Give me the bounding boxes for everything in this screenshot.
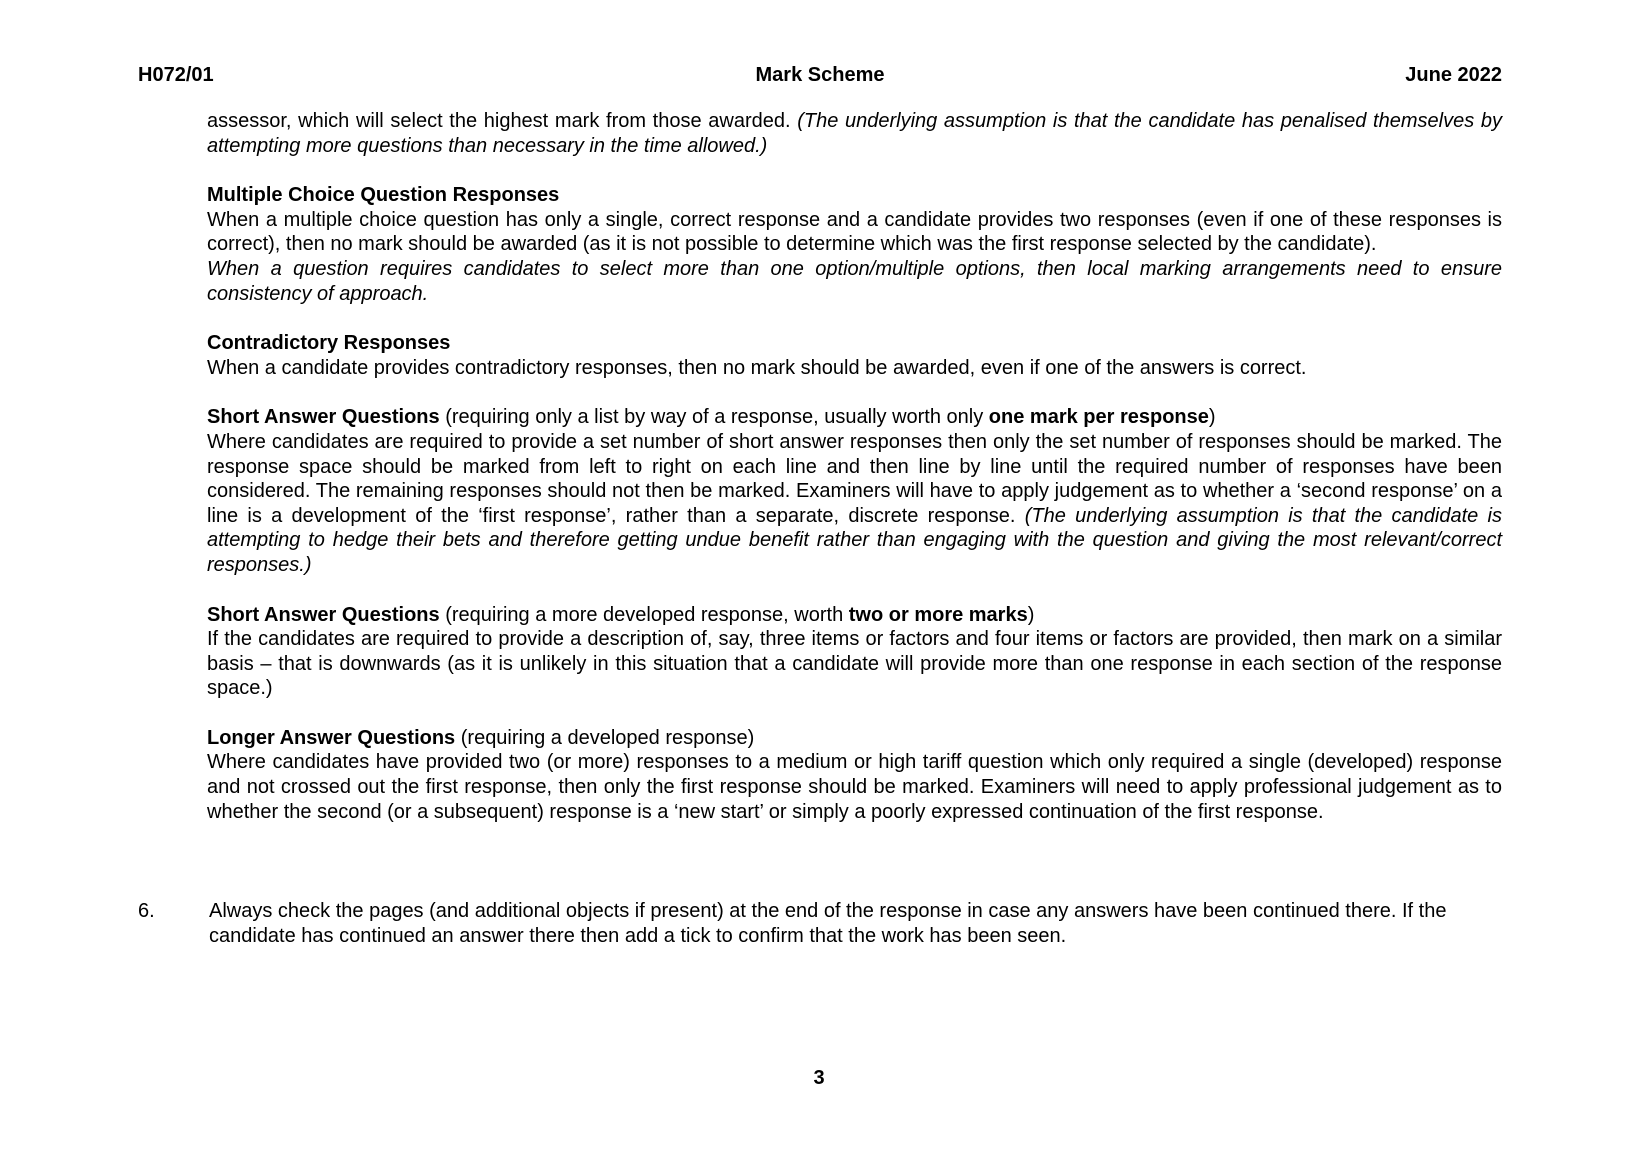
short-answer-developed-subtitle-post: ) [1027,603,1035,626]
short-answer-list-section [207,405,1502,577]
contradictory-section [207,331,1502,380]
short-answer-developed-body: If the candidates are required to provide a description of, say, three items or factors and four items or factors are provided, then mark on a similar basis – that is downwards (as it is unlikely in this situation that a candidate will provide more than one response in each section of the response space.) [207,628,1502,700]
short-answer-developed-section [207,603,1502,701]
page-number: 3 [813,1067,825,1089]
item-number: 6. [138,900,155,922]
mcq-section [207,183,1502,306]
short-answer-list-subtitle-pre: (requiring only a list by way of a response, usually worth only [439,406,989,429]
short-answer-list-title: Short Answer Questions [207,406,440,429]
longer-answer-subtitle: (requiring a developed response) [455,726,755,749]
mcq-title: Multiple Choice Question Responses [207,184,560,207]
longer-answer-heading [207,726,1502,751]
contradictory-body: When a candidate provides contradictory responses, then no mark should be awarded, even if one of the answers is correct. [207,356,1307,379]
longer-answer-section [207,726,1502,824]
intro-paragraph [207,109,1502,158]
mcq-body: When a multiple choice question has only a single, correct response and a candidate provides two responses (even if one of these responses is correct), then no mark should be awarded (as it is not possible to determine which was the first response selected by the candidate). [207,208,1502,256]
short-answer-list-body-text: Where candidates are required to provide a set number of short answer responses then only the set number of responses should be marked. The response space should be marked from left to right on each line and then line by line until the required number of responses have been considered. The remaining responses should not then be marked. Examiners will have to apply judgement as to whether a ‘second response’ on a line is a development of the ‘first response’, rather than a separate, discrete response. [207,430,1502,527]
short-answer-list-subtitle-bold: one mark per response [988,406,1209,429]
contradictory-title: Contradictory Responses [207,332,451,355]
longer-answer-title: Longer Answer Questions [207,726,456,749]
document-date: June 2022 [1405,64,1502,86]
item-text: Always check the pages (and additional objects if present) at the end of the response in case any answers have been continued there. If the candidate has continued an answer there then add a tick to confirm that the work has been seen. [209,900,1447,947]
main-content [207,109,1502,824]
short-answer-developed-title: Short Answer Questions [207,603,440,626]
document-code: H072/01 [138,64,214,86]
short-answer-developed-subtitle-pre: (requiring a more developed response, worth [439,603,849,626]
numbered-item-6 [138,899,1502,948]
longer-answer-body: Where candidates have provided two (or more) responses to a medium or high tariff question which only required a single (developed) response and not crossed out the first response, then only the first response should be marked. Examiners will need to apply professional judgement as to whether the second (or a subsequent) response is a ‘new start’ or simply a poorly expressed continuation of the first response. [207,751,1502,823]
document-title: Mark Scheme [755,64,885,86]
short-answer-list-heading [207,405,1502,430]
intro-italic: (The underlying assumption is that the candidate has penalised themselves by attempting more questions than necessary in the time allowed.) [207,110,1502,157]
short-answer-list-italic: (The underlying assumption is that the candidate is attempting to hedge their bets and therefore getting undue benefit rather than engaging with the question and giving the most relevant/correct responses.) [207,504,1502,576]
short-answer-list-subtitle-post: ) [1208,406,1216,429]
page-header [138,64,1502,90]
mcq-italic: When a question requires candidates to select more than one option/multiple options, then local marking arrangements need to ensure consistency of approach. [207,257,1502,305]
short-answer-developed-heading [207,603,1502,628]
intro-text: assessor, which will select the highest mark from those awarded. [207,110,798,132]
short-answer-developed-subtitle-bold: two or more marks [848,603,1028,626]
short-answer-list-body [207,430,1502,578]
